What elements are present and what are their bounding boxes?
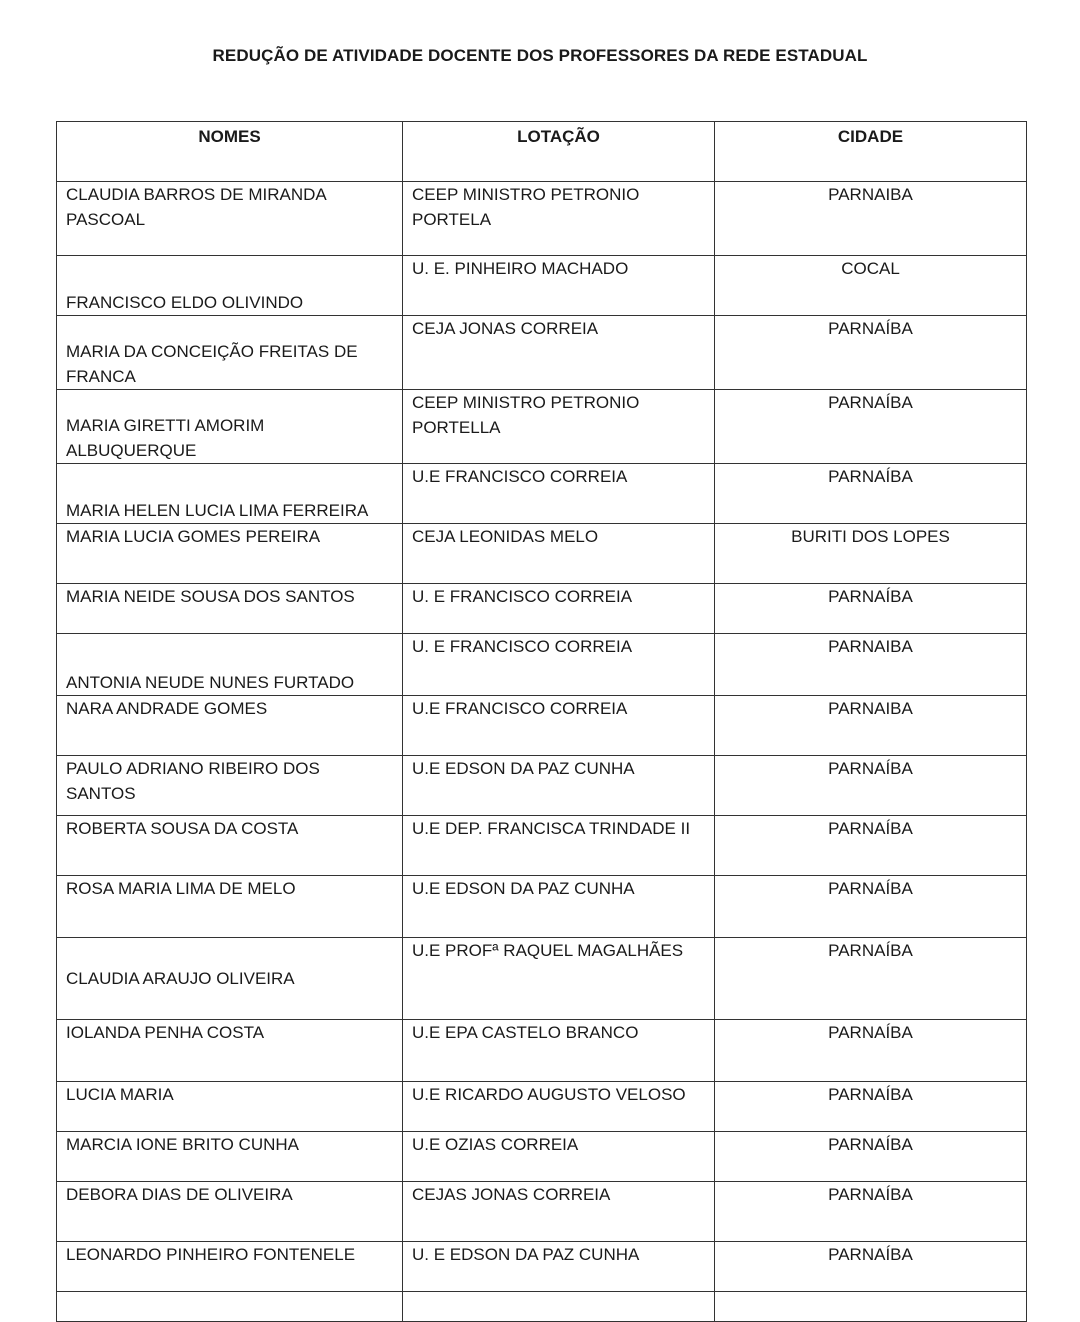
table-row bbox=[57, 696, 1027, 756]
cell-nome: CLAUDIA BARROS DE MIRANDA PASCOAL bbox=[57, 182, 403, 256]
cell-lotacao: CEEP MINISTRO PETRONIO PORTELA bbox=[403, 182, 715, 256]
table-row bbox=[57, 634, 1027, 696]
cell-nome: LUCIA MARIA bbox=[57, 1082, 403, 1132]
cell-nome: MARIA LUCIA GOMES PEREIRA bbox=[57, 524, 403, 584]
teachers-table bbox=[56, 121, 1027, 1322]
cell-empty bbox=[57, 1292, 403, 1322]
cell-cidade: PARNAÍBA bbox=[715, 1182, 1027, 1242]
table-header-row bbox=[57, 122, 1027, 182]
table-row bbox=[57, 524, 1027, 584]
cell-empty bbox=[715, 1292, 1027, 1322]
cell-cidade: PARNAÍBA bbox=[715, 1132, 1027, 1182]
header-lotacao: LOTAÇÃO bbox=[403, 122, 715, 182]
cell-lotacao: U. E FRANCISCO CORREIA bbox=[403, 584, 715, 634]
cell-nome: MARIA HELEN LUCIA LIMA FERREIRA bbox=[57, 464, 403, 524]
table-row bbox=[57, 1182, 1027, 1242]
cell-nome: MARIA GIRETTI AMORIM ALBUQUERQUE bbox=[57, 390, 403, 464]
cell-lotacao: CEJA LEONIDAS MELO bbox=[403, 524, 715, 584]
cell-cidade: PARNAÍBA bbox=[715, 464, 1027, 524]
table-row bbox=[57, 316, 1027, 390]
cell-cidade: PARNAÍBA bbox=[715, 316, 1027, 390]
cell-cidade: PARNAÍBA bbox=[715, 1020, 1027, 1082]
table-row-empty bbox=[57, 1292, 1027, 1322]
cell-lotacao: U. E EDSON DA PAZ CUNHA bbox=[403, 1242, 715, 1292]
cell-nome: MARIA NEIDE SOUSA DOS SANTOS bbox=[57, 584, 403, 634]
table-row bbox=[57, 256, 1027, 316]
cell-lotacao: CEEP MINISTRO PETRONIO PORTELLA bbox=[403, 390, 715, 464]
table-row bbox=[57, 1020, 1027, 1082]
table-row bbox=[57, 390, 1027, 464]
cell-nome: PAULO ADRIANO RIBEIRO DOS SANTOS bbox=[57, 756, 403, 816]
cell-nome: ROSA MARIA LIMA DE MELO bbox=[57, 876, 403, 938]
table-row bbox=[57, 938, 1027, 1020]
table-row bbox=[57, 584, 1027, 634]
cell-cidade: PARNAÍBA bbox=[715, 584, 1027, 634]
cell-lotacao: U.E EDSON DA PAZ CUNHA bbox=[403, 756, 715, 816]
cell-cidade: PARNAÍBA bbox=[715, 1242, 1027, 1292]
cell-lotacao: CEJA JONAS CORREIA bbox=[403, 316, 715, 390]
cell-lotacao: U. E. PINHEIRO MACHADO bbox=[403, 256, 715, 316]
cell-empty bbox=[403, 1292, 715, 1322]
header-cidade: CIDADE bbox=[715, 122, 1027, 182]
cell-cidade: PARNAIBA bbox=[715, 696, 1027, 756]
cell-lotacao: U.E DEP. FRANCISCA TRINDADE II bbox=[403, 816, 715, 876]
cell-nome: IOLANDA PENHA COSTA bbox=[57, 1020, 403, 1082]
cell-nome: NARA ANDRADE GOMES bbox=[57, 696, 403, 756]
header-nomes: NOMES bbox=[57, 122, 403, 182]
table-row bbox=[57, 1132, 1027, 1182]
cell-cidade: BURITI DOS LOPES bbox=[715, 524, 1027, 584]
cell-lotacao: CEJAS JONAS CORREIA bbox=[403, 1182, 715, 1242]
cell-nome: ROBERTA SOUSA DA COSTA bbox=[57, 816, 403, 876]
table-row bbox=[57, 816, 1027, 876]
cell-cidade: PARNAÍBA bbox=[715, 816, 1027, 876]
cell-cidade: PARNAÍBA bbox=[715, 876, 1027, 938]
cell-lotacao: U.E FRANCISCO CORREIA bbox=[403, 696, 715, 756]
table-row bbox=[57, 1242, 1027, 1292]
document-title: REDUÇÃO DE ATIVIDADE DOCENTE DOS PROFESSORES DA REDE ESTADUAL bbox=[212, 46, 868, 65]
cell-nome: ANTONIA NEUDE NUNES FURTADO bbox=[57, 634, 403, 696]
cell-cidade: COCAL bbox=[715, 256, 1027, 316]
cell-cidade: PARNAÍBA bbox=[715, 756, 1027, 816]
cell-cidade: PARNAIBA bbox=[715, 634, 1027, 696]
table-row bbox=[57, 464, 1027, 524]
cell-cidade: PARNAÍBA bbox=[715, 1082, 1027, 1132]
cell-cidade: PARNAIBA bbox=[715, 182, 1027, 256]
cell-nome: CLAUDIA ARAUJO OLIVEIRA bbox=[57, 938, 403, 1020]
table-row bbox=[57, 876, 1027, 938]
cell-cidade: PARNAÍBA bbox=[715, 938, 1027, 1020]
cell-lotacao: U.E RICARDO AUGUSTO VELOSO bbox=[403, 1082, 715, 1132]
table-row bbox=[57, 756, 1027, 816]
cell-nome: FRANCISCO ELDO OLIVINDO bbox=[57, 256, 403, 316]
cell-nome: MARIA DA CONCEIÇÃO FREITAS DE FRANCA bbox=[57, 316, 403, 390]
table-row bbox=[57, 182, 1027, 256]
table-row bbox=[57, 1082, 1027, 1132]
cell-nome: MARCIA IONE BRITO CUNHA bbox=[57, 1132, 403, 1182]
cell-lotacao: U.E EDSON DA PAZ CUNHA bbox=[403, 876, 715, 938]
cell-lotacao: U. E FRANCISCO CORREIA bbox=[403, 634, 715, 696]
cell-lotacao: U.E EPA CASTELO BRANCO bbox=[403, 1020, 715, 1082]
cell-lotacao: U.E FRANCISCO CORREIA bbox=[403, 464, 715, 524]
cell-lotacao: U.E PROFª RAQUEL MAGALHÃES bbox=[403, 938, 715, 1020]
cell-lotacao: U.E OZIAS CORREIA bbox=[403, 1132, 715, 1182]
cell-cidade: PARNAÍBA bbox=[715, 390, 1027, 464]
cell-nome: DEBORA DIAS DE OLIVEIRA bbox=[57, 1182, 403, 1242]
cell-nome: LEONARDO PINHEIRO FONTENELE bbox=[57, 1242, 403, 1292]
